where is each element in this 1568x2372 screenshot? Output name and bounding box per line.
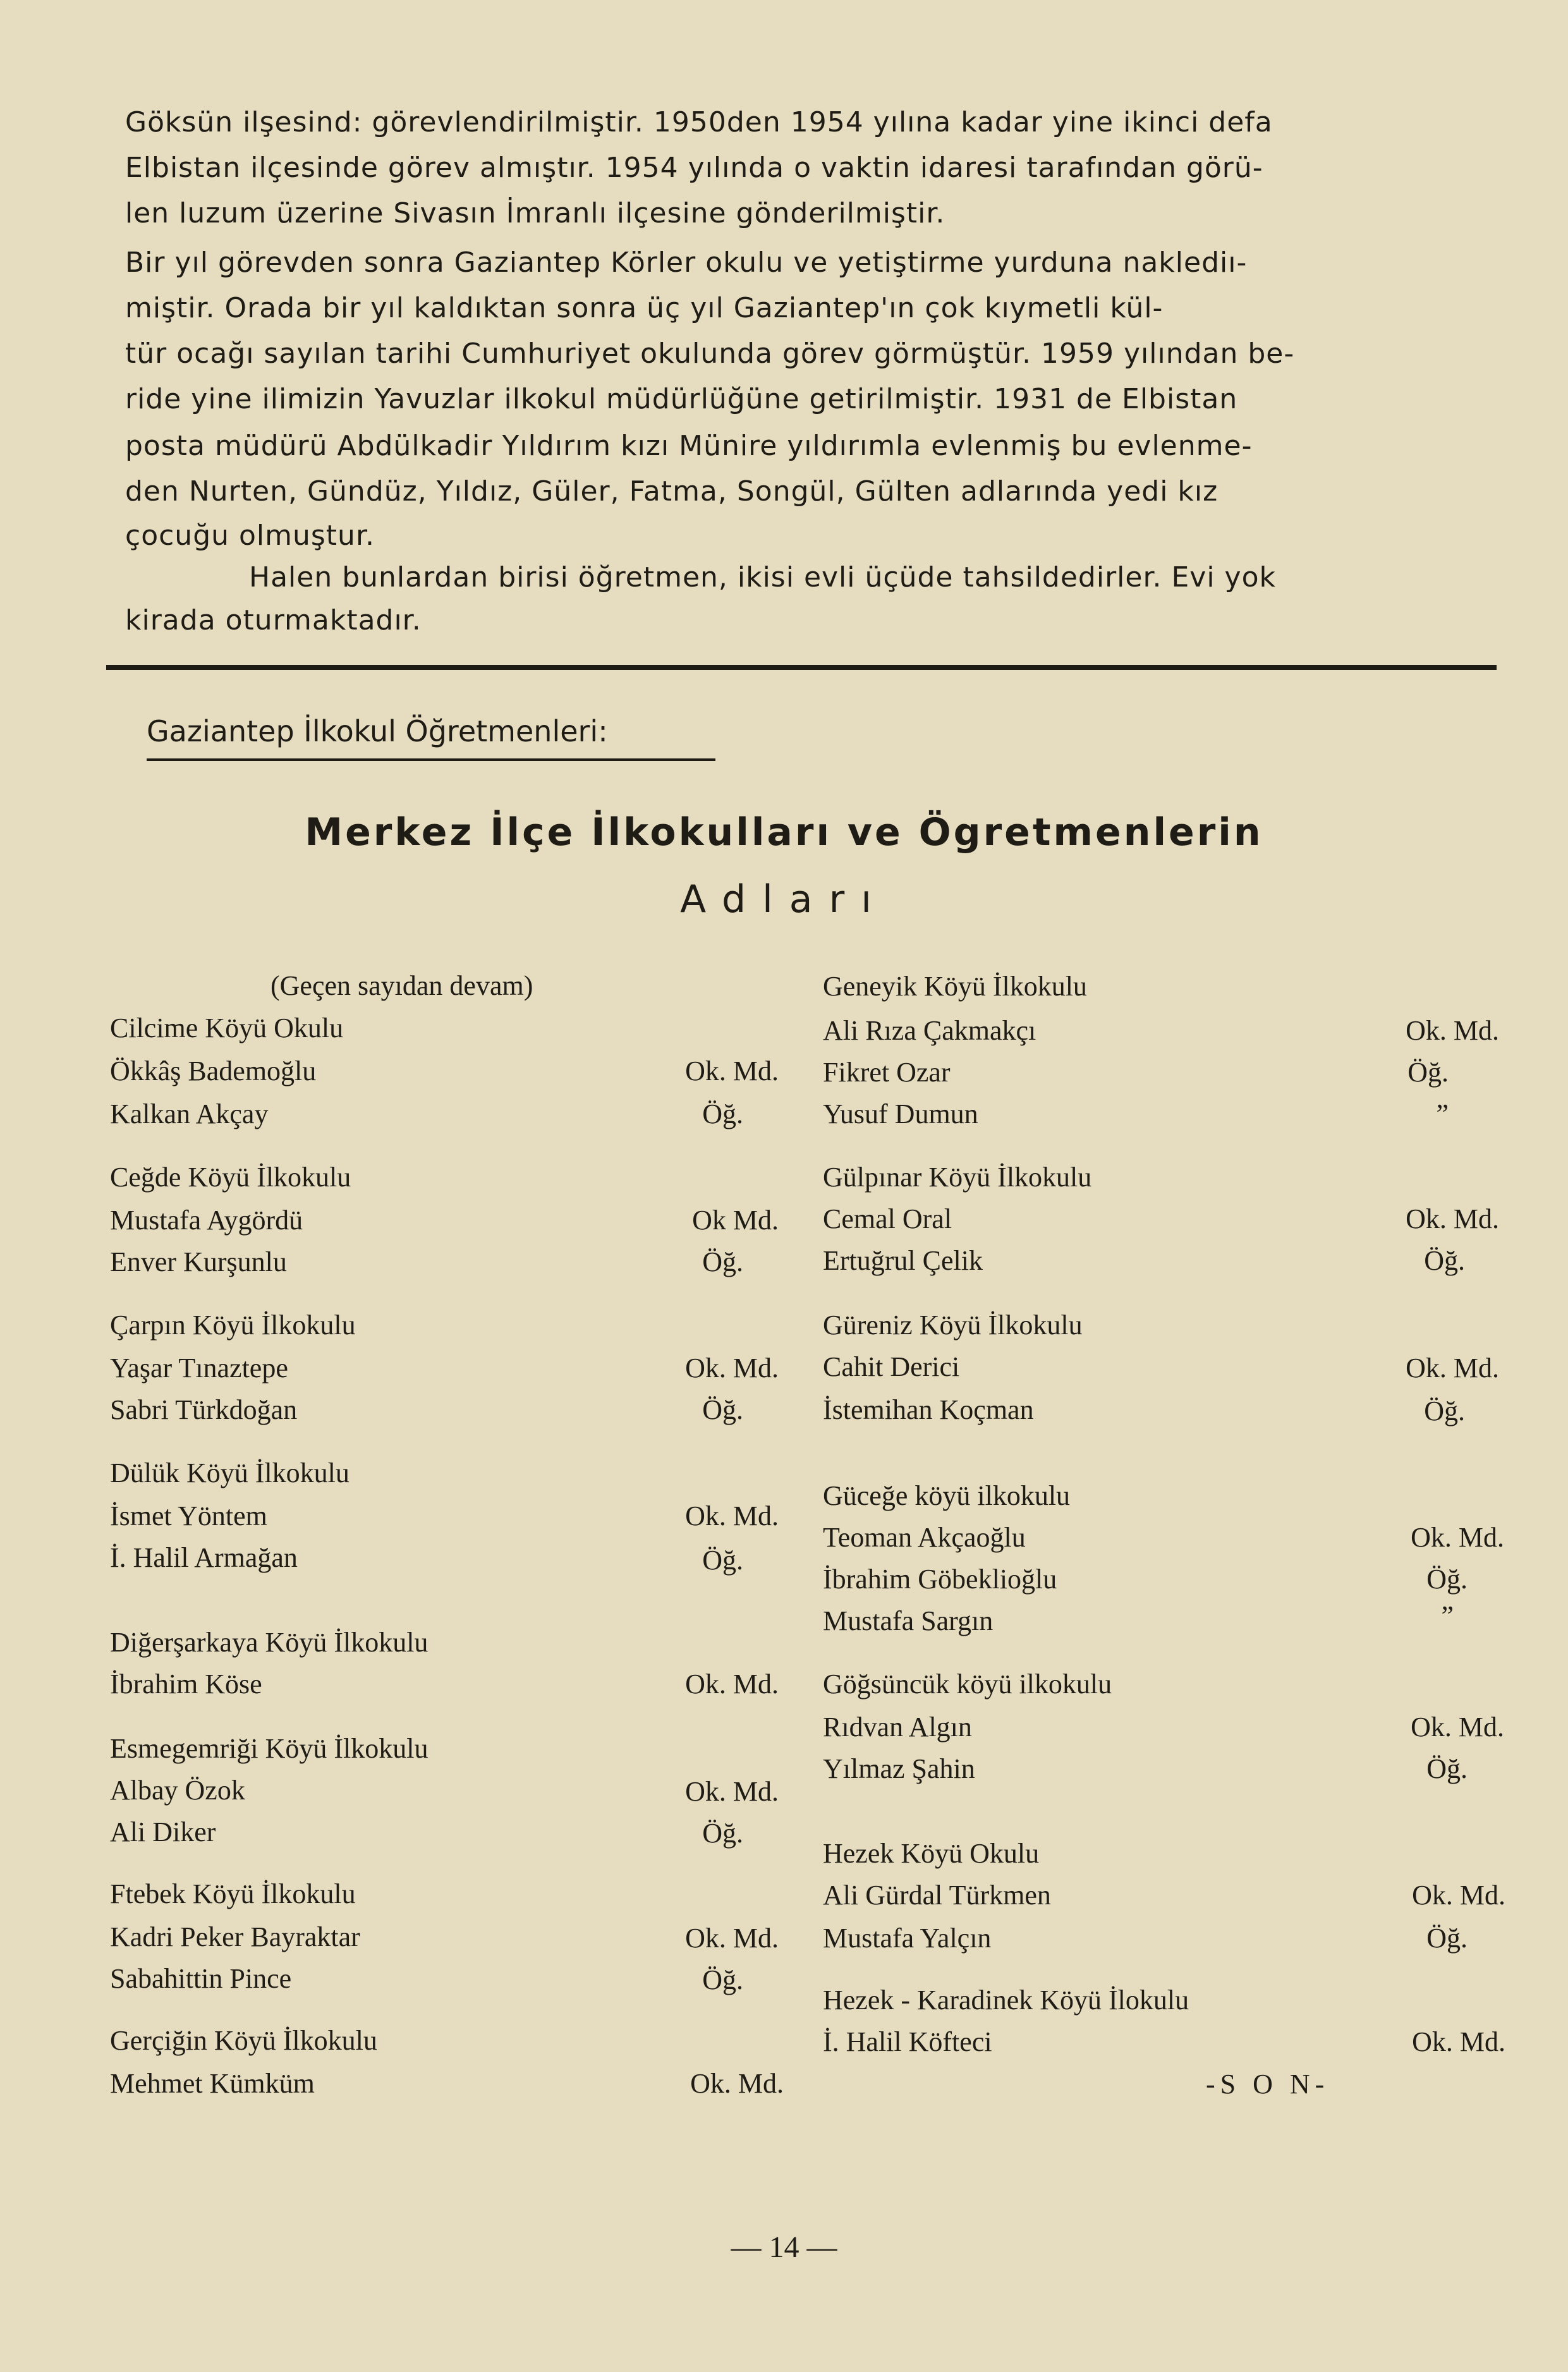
school-name: Cilcime Köyü Okulu [110,1013,344,1043]
teacher-role: Öğ. [702,1246,743,1277]
paragraph-line: den Nurten, Gündüz, Yıldız, Güler, Fatma, Songül, Gülten adlarında yedi kız [125,475,1219,508]
paragraph-line: posta müdürü Abdülkadir Yıldırım kızı Münire yıldırımla evlenmiş bu evlenme- [125,430,1253,462]
teacher-role: Öğ. [1426,1753,1468,1784]
teacher-name: Ali Diker [110,1816,216,1847]
teacher-name: Yılmaz Şahin [823,1753,975,1784]
teacher-name: Cahit Derici [823,1351,960,1382]
school-name: Göğsüncük köyü ilkokulu [823,1669,1112,1700]
teacher-role: Öğ. [1426,1923,1468,1954]
teacher-role: Ok. Md. [1406,1015,1499,1046]
teacher-name: Sabahittin Pince [110,1963,292,1994]
teacher-role: Öğ. [1424,1245,1465,1276]
school-name: Geneyik Köyü İlkokulu [823,971,1087,1002]
teacher-name: Yaşar Tınaztepe [110,1353,288,1384]
school-name: Hezek - Karadinek Köyü İlokulu [823,1985,1189,2016]
teacher-role: Öğ. [702,1818,743,1849]
teacher-role: Öğ. [1426,1564,1468,1595]
heading-underline [147,758,715,761]
teacher-name: Ertuğrul Çelik [823,1245,983,1276]
teacher-role: Ok. Md. [1411,1712,1504,1743]
teacher-role: Ok. Md. [690,2068,784,2099]
teacher-name: İ. Halil Köfteci [823,2026,992,2057]
paragraph-line: miştir. Orada bir yıl kaldıktan sonra üç yıl Gaziantep'ın çok kıymetli kül- [125,292,1164,324]
teacher-role: Ok. Md. [685,1776,779,1807]
paragraph-line: tür ocağı sayılan tarihi Cumhuriyet okulunda görev görmüştür. 1959 yılından be- [125,338,1295,370]
paragraph-line: Bir yıl görevden sonra Gaziantep Körler okulu ve yetiştirme yurduna naklediı- [125,246,1248,279]
teacher-role: Öğ. [1407,1057,1449,1088]
paragraph-line: Halen bunlardan birisi öğretmen, ikisi evli üçüde tahsildedirler. Evi yok [249,561,1276,593]
school-name: Ftebek Köyü İlkokulu [110,1878,356,1909]
teacher-role: Ok. Md. [1412,1880,1505,1911]
teacher-name: Mustafa Sargın [823,1605,994,1636]
teacher-name: Fikret Ozar [823,1057,951,1088]
teacher-role: Ok Md. [692,1205,779,1236]
teacher-name: İbrahim Göbeklioğlu [823,1564,1057,1595]
teacher-name: Yusuf Dumun [823,1098,978,1129]
teacher-role: Ok. Md. [1406,1203,1499,1234]
teacher-role: ” [1441,1600,1454,1631]
teacher-name: Rıdvan Algın [823,1712,972,1743]
continued-note: (Geçen sayıdan devam) [270,970,533,1001]
teacher-name: İsmet Yöntem [110,1500,267,1531]
end-mark: -S O N- [1206,2069,1330,2100]
paragraph-line: len luzum üzerine Sivasın İmranlı ilçesine gönderilmiştir. [125,197,945,229]
teacher-name: İbrahim Köse [110,1669,262,1700]
paragraph-line: kirada oturmaktadır. [125,604,422,636]
teacher-role: Ok. Md. [685,1923,779,1954]
teacher-name: Kadri Peker Bayraktar [110,1921,360,1952]
teacher-role: Ok. Md. [685,1353,779,1384]
teacher-role: Öğ. [702,1098,743,1129]
teacher-role: Ok. Md. [685,1500,779,1531]
teacher-name: Teoman Akçaoğlu [823,1522,1026,1553]
school-name: Gülpınar Köyü İlkokulu [823,1162,1092,1193]
school-name: Diğerşarkaya Köyü İlkokulu [110,1627,428,1658]
teacher-name: Cemal Oral [823,1203,952,1234]
teacher-role: Ok. Md. [685,1669,779,1700]
teacher-role: Ok. Md. [1412,2026,1505,2057]
teacher-name: Mustafa Yalçın [823,1923,992,1954]
teacher-role: ” [1436,1098,1449,1129]
teacher-role: Ok. Md. [1411,1522,1504,1553]
teacher-name: İ. Halil Armağan [110,1542,298,1573]
teacher-name: İstemihan Koçman [823,1394,1034,1425]
school-name: Ceğde Köyü İlkokulu [110,1162,351,1193]
school-name: Dülük Köyü İlkokulu [110,1457,349,1488]
list-title: Merkez İlçe İlkokulları ve Ögretmenlerin [305,810,1263,855]
school-name: Esmegemriği Köyü İlkokulu [110,1733,428,1764]
teacher-name: Mustafa Aygördü [110,1205,303,1236]
teacher-role: Öğ. [702,1545,743,1576]
school-name: Hezek Köyü Okulu [823,1838,1040,1869]
teacher-name: Albay Özok [110,1775,245,1806]
school-name: Çarpın Köyü İlkokulu [110,1310,356,1341]
teacher-role: Ok. Md. [1406,1353,1499,1384]
teacher-name: Sabri Türkdoğan [110,1394,298,1425]
teacher-name: Ali Rıza Çakmakçı [823,1015,1036,1046]
teacher-name: Ökkâş Bademoğlu [110,1055,317,1086]
teacher-name: Enver Kurşunlu [110,1246,287,1277]
section-heading: Gaziantep İlkokul Öğretmenleri: [147,714,608,748]
teacher-role: Ok. Md. [685,1055,779,1086]
teacher-role: Öğ. [702,1964,743,1995]
teacher-role: Öğ. [1424,1396,1465,1426]
horizontal-divider [106,665,1497,670]
page-number: — 14 — [731,2230,837,2264]
paragraph-line: ride yine ilimizin Yavuzlar ilkokul müdürlüğüne getirilmiştir. 1931 de Elbistan [125,383,1238,415]
paragraph-line: Elbistan ilçesinde görev almıştır. 1954 yılında o vaktin idaresi tarafından görü- [125,152,1263,184]
teacher-name: Ali Gürdal Türkmen [823,1880,1051,1911]
teacher-name: Mehmet Kümküm [110,2068,315,2099]
teacher-role: Öğ. [702,1394,743,1425]
list-subtitle: Adları [680,877,888,921]
teacher-name: Kalkan Akçay [110,1098,269,1129]
paragraph-line: Göksün ilşesind: görevlendirilmiştir. 1950den 1954 yılına kadar yine ikinci defa [125,106,1273,138]
school-name: Güceğe köyü ilkokulu [823,1480,1071,1511]
paragraph-line: çocuğu olmuştur. [125,520,375,552]
school-name: Güreniz Köyü İlkokulu [823,1310,1083,1341]
school-name: Gerçiğin Köyü İlkokulu [110,2025,377,2056]
